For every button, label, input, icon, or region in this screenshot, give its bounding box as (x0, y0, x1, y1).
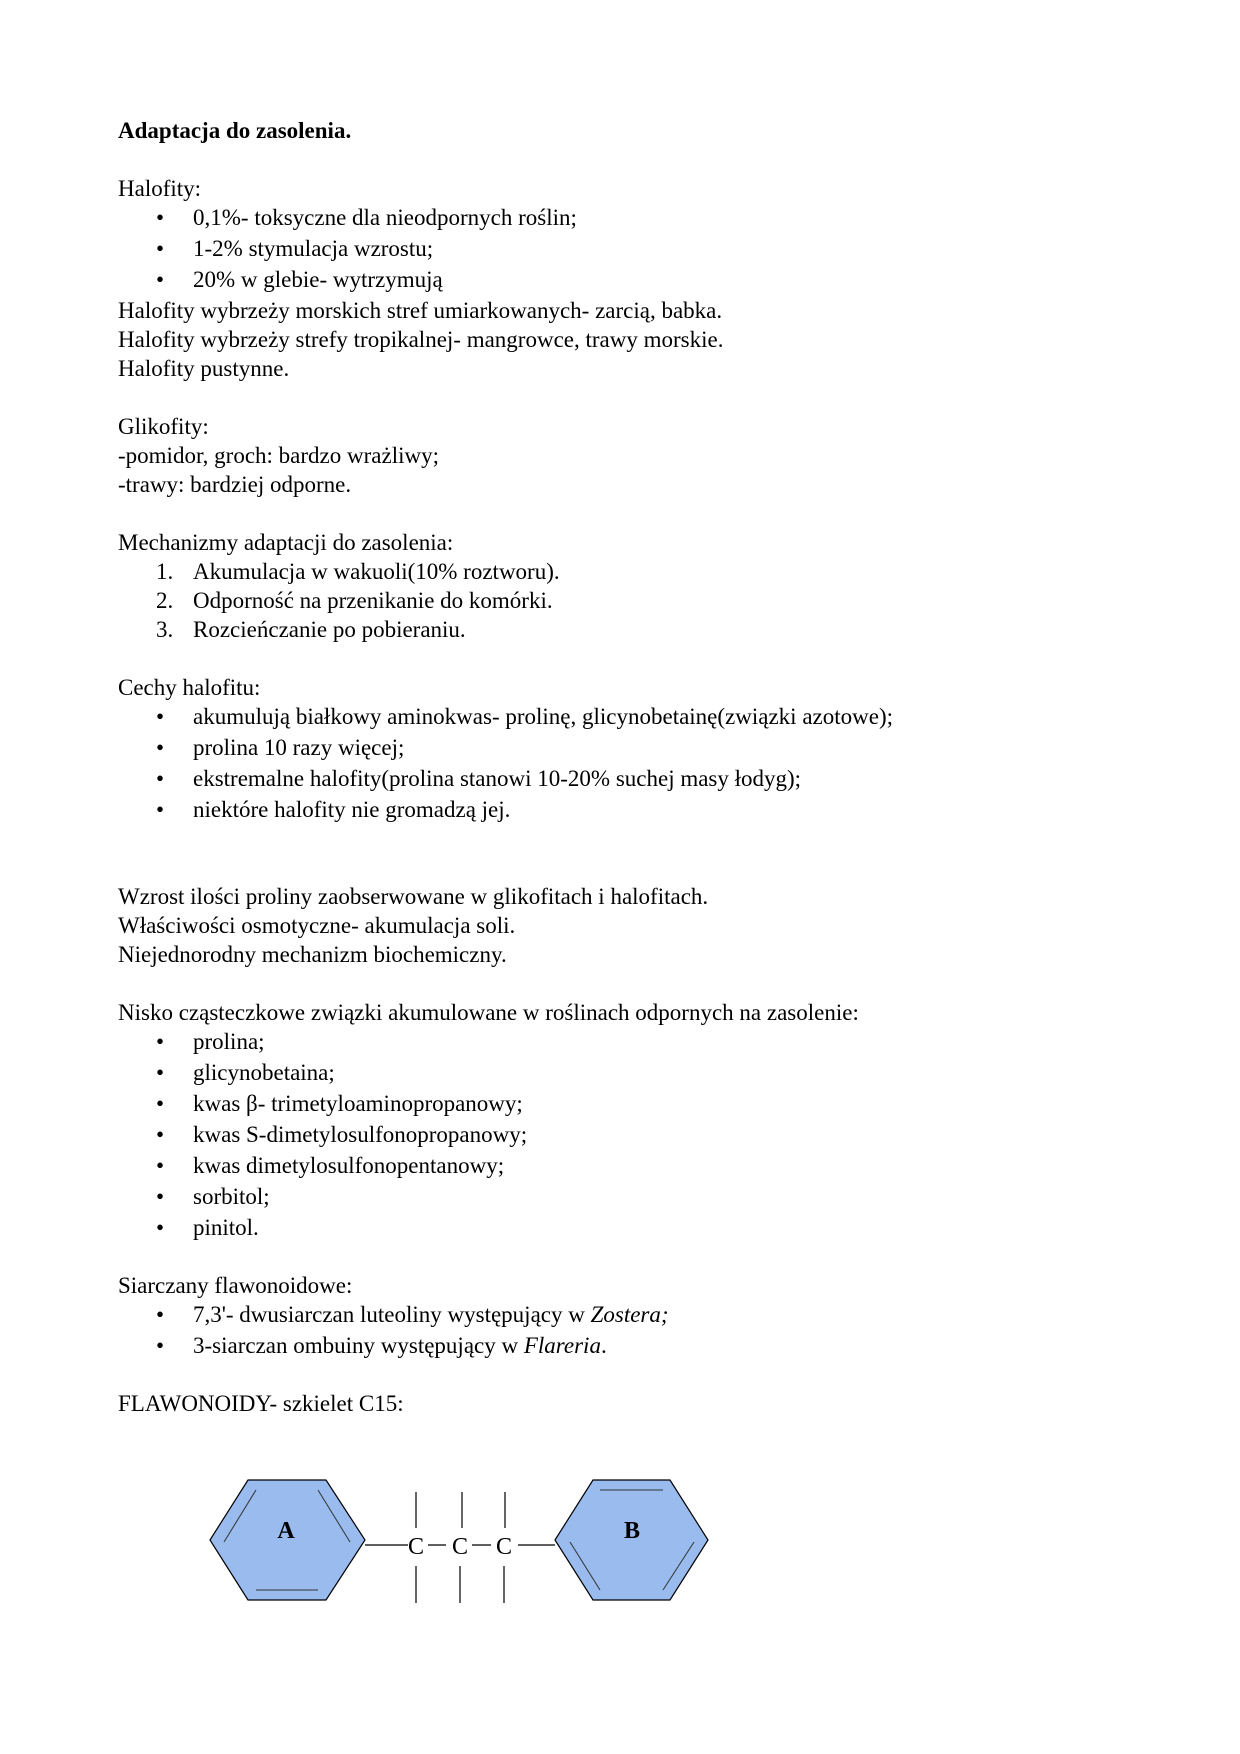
wzrost-line: Wzrost ilości proliny zaobserwowane w glikofitach i halofitach. (118, 884, 709, 909)
list-item (118, 1331, 1118, 1360)
list-item: • sorbitol; (118, 1182, 1118, 1211)
ring-b-label: B (623, 1518, 641, 1544)
halofity-line: Halofity pustynne. (118, 356, 290, 381)
carbon-2: C (451, 1534, 469, 1560)
section-nisko (118, 998, 1118, 1242)
list-item: • kwas β- trimetyloaminopropanowy; (118, 1089, 1118, 1118)
list-item: • prolina; (118, 1027, 1118, 1056)
flawonoidy-heading: FLAWONOIDY- szkielet C15: (118, 1391, 404, 1416)
wzrost-line: Właściwości osmotyczne- akumulacja soli. (118, 913, 516, 938)
list-item: • prolina 10 razy więcej; (118, 733, 1118, 762)
list-item (118, 1300, 1118, 1329)
list-item (118, 557, 1118, 586)
glikofity-line: -trawy: bardziej odporne. (118, 472, 352, 497)
nisko-heading: Nisko cząsteczkowe związki akumulowane w roślinach odpornych na zasolenie: (118, 1000, 859, 1025)
list-number: 3. (156, 617, 174, 642)
page-title: Adaptacja do zasolenia. (118, 118, 352, 143)
nisko-bullet-list (118, 1027, 1118, 1242)
list-item (118, 615, 1118, 644)
list-item-text: 3-siarczan ombuiny występujący w (193, 1333, 524, 1358)
flavonoid-skeleton-diagram (200, 1470, 760, 1630)
carbon-3: C (495, 1534, 513, 1560)
list-item: • pinitol. (118, 1213, 1118, 1242)
list-item-text: Odporność na przenikanie do komórki. (193, 588, 553, 613)
species-name: Zostera; (590, 1302, 669, 1327)
wzrost-line: Niejednorodny mechanizm biochemiczny. (118, 942, 507, 967)
cechy-heading: Cechy halofitu: (118, 675, 261, 700)
ring-a-label: A (277, 1518, 295, 1544)
mechanizmy-numbered-list (118, 557, 1118, 644)
list-item-text: 7,3'- dwusiarczan luteoliny występujący w (193, 1302, 591, 1327)
section-mechanizmy (118, 528, 1118, 644)
glikofity-line: -pomidor, groch: bardzo wrażliwy; (118, 443, 439, 468)
species-name: Flareria (523, 1333, 601, 1358)
section-wzrost (118, 882, 1118, 969)
list-item: • kwas dimetylosulfonopentanowy; (118, 1151, 1118, 1180)
list-item-text: Rozcieńczanie po pobieraniu. (193, 617, 466, 642)
list-number: 1. (156, 559, 174, 584)
document-content (118, 116, 1118, 1418)
list-item: • kwas S-dimetylosulfonopropanowy; (118, 1120, 1118, 1149)
list-item: • 1-2% stymulacja wzrostu; (118, 234, 1118, 263)
halofity-bullet-list (118, 203, 1118, 294)
section-halofity (118, 174, 1118, 383)
halofity-line: Halofity wybrzeży strefy tropikalnej- mangrowce, trawy morskie. (118, 327, 724, 352)
list-item: • glicynobetaina; (118, 1058, 1118, 1087)
section-glikofity (118, 412, 1118, 499)
list-item (118, 586, 1118, 615)
halofity-heading: Halofity: (118, 176, 202, 201)
list-item-end: . (600, 1333, 607, 1358)
list-number: 2. (156, 588, 174, 613)
list-item: • 20% w glebie- wytrzymują (118, 265, 1118, 294)
siarczany-heading: Siarczany flawonoidowe: (118, 1273, 353, 1298)
carbon-1: C (407, 1534, 425, 1560)
halofity-line: Halofity wybrzeży morskich stref umiarkowanych- zarcią, babka. (118, 298, 723, 323)
list-item: • akumulują białkowy aminokwas- prolinę, glicynobetainę(związki azotowe); (118, 702, 1118, 731)
list-item: • 0,1%- toksyczne dla nieodpornych roślin; (118, 203, 1118, 232)
list-item-text: Akumulacja w wakuoli(10% roztworu). (193, 559, 560, 584)
glikofity-heading: Glikofity: (118, 414, 209, 439)
list-item: • ekstremalne halofity(prolina stanowi 10-20% suchej masy łodyg); (118, 764, 1118, 793)
cechy-bullet-list (118, 702, 1118, 824)
section-cechy (118, 673, 1118, 824)
list-item: • niektóre halofity nie gromadzą jej. (118, 795, 1118, 824)
siarczany-bullet-list (118, 1300, 1118, 1360)
section-siarczany (118, 1271, 1118, 1360)
mechanizmy-heading: Mechanizmy adaptacji do zasolenia: (118, 530, 454, 555)
